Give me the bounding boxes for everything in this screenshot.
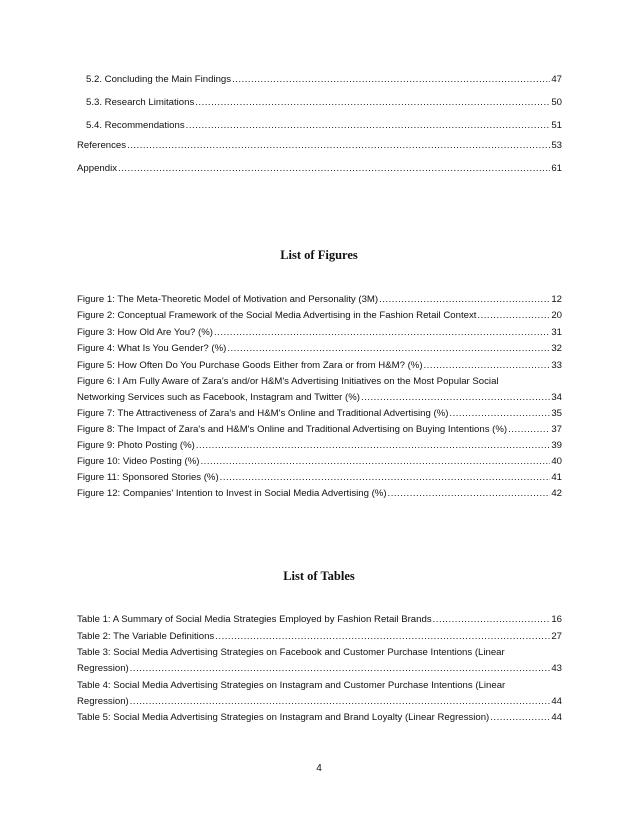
- table-entry-title: Regression): [77, 696, 129, 707]
- table-entry: [77, 614, 562, 626]
- figure-entry-page: 37: [551, 424, 562, 435]
- table-entry-page: 44: [551, 696, 562, 707]
- toc-entry-page: 61: [551, 163, 562, 174]
- figure-entry: [77, 408, 562, 420]
- figure-entry-title: Figure 11: Sponsored Stories (%): [77, 472, 219, 483]
- figure-entry-title: Networking Services such as Facebook, Instagram and Twitter (%): [77, 392, 360, 403]
- dot-leader: [508, 424, 550, 436]
- toc-entry-title: References: [77, 140, 127, 151]
- toc-entry: [77, 140, 562, 152]
- figure-entry-title: Figure 1: The Meta-Theoretic Model of Motivation and Personality (3M): [77, 294, 379, 305]
- dot-leader: [130, 663, 551, 675]
- figure-entry-title: Figure 2: Conceptual Framework of the Social Media Advertising in the Fashion Retail Context: [77, 310, 477, 321]
- table-entry-page: 27: [551, 631, 562, 642]
- dot-leader: [127, 140, 550, 152]
- figure-entry-page: 20: [551, 310, 562, 321]
- dot-leader: [388, 488, 551, 500]
- dot-leader: [232, 74, 550, 86]
- figure-entry: [77, 310, 562, 322]
- figure-entry-title: Figure 4: What Is You Gender? (%): [77, 343, 227, 354]
- toc-entry-title: 5.3. Research Limitations: [86, 97, 195, 108]
- list-of-tables-heading: List of Tables: [283, 569, 355, 583]
- dot-leader: [220, 472, 551, 484]
- figure-entry: [77, 424, 562, 436]
- table-entry-page: 44: [551, 712, 562, 723]
- figure-entry: [77, 392, 562, 404]
- dot-leader: [215, 631, 550, 643]
- dot-leader: [195, 97, 550, 109]
- figure-entry: [77, 294, 562, 306]
- toc-entry-page: 47: [551, 74, 562, 85]
- figure-entry-page: 12: [551, 294, 562, 305]
- table-entry: [77, 696, 562, 708]
- table-entry-title: Regression): [77, 663, 129, 674]
- table-entry-page: 16: [551, 614, 562, 625]
- figure-entry-page: 42: [551, 488, 562, 499]
- toc-entry-title: Appendix: [77, 163, 118, 174]
- figure-entry: [77, 343, 562, 355]
- page-number: 4: [316, 763, 322, 774]
- figure-entry-page: 34: [551, 392, 562, 403]
- dot-leader: [424, 360, 551, 372]
- toc-entry: [77, 163, 562, 175]
- table-entry: [77, 663, 562, 675]
- figure-entry-title: Figure 12: Companies' Intention to Invest in Social Media Advertising (%): [77, 488, 387, 499]
- dot-leader: [227, 343, 550, 355]
- figure-entry: [77, 472, 562, 484]
- table-entry-first-line: Table 4: Social Media Advertising Strategies on Instagram and Customer Purchase Intentions (Linear: [77, 680, 506, 691]
- table-entry-title: Table 1: A Summary of Social Media Strategies Employed by Fashion Retail Brands: [77, 614, 432, 625]
- figure-entry: [77, 327, 562, 339]
- dot-leader: [433, 614, 551, 626]
- figure-entry-page: 39: [551, 440, 562, 451]
- figure-entry-title: Figure 5: How Often Do You Purchase Goods Either from Zara or from H&M? (%): [77, 360, 423, 371]
- figure-entry-title: Figure 8: The Impact of Zara's and H&M's Online and Traditional Advertising on Buying Intentions (%): [77, 424, 508, 435]
- dot-leader: [477, 310, 550, 322]
- dot-leader: [118, 163, 550, 175]
- figure-entry-title: Figure 3: How Old Are You? (%): [77, 327, 213, 338]
- dot-leader: [214, 327, 550, 339]
- figure-entry-first-line: Figure 6: I Am Fully Aware of Zara's and/or H&M's Advertising Initiatives on the Most Popular Social: [77, 376, 499, 387]
- figure-entry: [77, 360, 562, 372]
- toc-entry-page: 53: [551, 140, 562, 151]
- table-entry: [77, 712, 562, 724]
- figure-entry-title: Figure 7: The Attractiveness of Zara's and H&M's Online and Traditional Advertising (%): [77, 408, 449, 419]
- table-entry-first-line: Table 3: Social Media Advertising Strategies on Facebook and Customer Purchase Intentions (Linear: [77, 647, 505, 658]
- dot-leader: [130, 696, 551, 708]
- toc-entry: [86, 120, 562, 132]
- figure-entry-page: 41: [551, 472, 562, 483]
- figure-entry-page: 33: [551, 360, 562, 371]
- dot-leader: [196, 440, 550, 452]
- figure-entry-page: 35: [551, 408, 562, 419]
- figure-entry-page: 32: [551, 343, 562, 354]
- dot-leader: [449, 408, 550, 420]
- dot-leader: [186, 120, 551, 132]
- figure-entry: [77, 456, 562, 468]
- figure-entry: [77, 440, 562, 452]
- figure-entry-title: Figure 10: Video Posting (%): [77, 456, 200, 467]
- table-entry-title: Table 2: The Variable Definitions: [77, 631, 215, 642]
- table-entry-title: Table 5: Social Media Advertising Strategies on Instagram and Brand Loyalty (Linear Regression): [77, 712, 490, 723]
- toc-entry-page: 50: [551, 97, 562, 108]
- table-entry-page: 43: [551, 663, 562, 674]
- figure-entry-page: 40: [551, 456, 562, 467]
- toc-entry-page: 51: [551, 120, 562, 131]
- toc-entry-title: 5.2. Concluding the Main Findings: [86, 74, 232, 85]
- dot-leader: [200, 456, 550, 468]
- figure-entry: [77, 488, 562, 500]
- toc-entry-title: 5.4. Recommendations: [86, 120, 185, 131]
- list-of-figures-heading: List of Figures: [280, 248, 358, 262]
- table-entry: [77, 631, 562, 643]
- dot-leader: [490, 712, 550, 724]
- figure-entry-page: 31: [551, 327, 562, 338]
- toc-entry: [86, 97, 562, 109]
- dot-leader: [361, 392, 550, 404]
- toc-entry: [86, 74, 562, 86]
- figure-entry-title: Figure 9: Photo Posting (%): [77, 440, 195, 451]
- dot-leader: [379, 294, 550, 306]
